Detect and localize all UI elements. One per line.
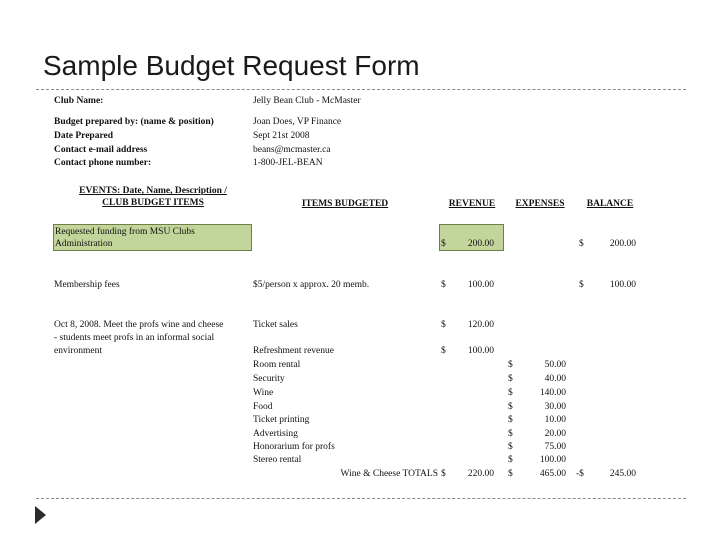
funding-revenue-symbol: $ [441, 239, 446, 249]
event-desc-line2: - students meet profs in an informal social [54, 333, 215, 343]
event-desc-line3: environment [54, 346, 103, 356]
expense-item: Wine [253, 388, 274, 398]
expense-amount: 100.00 [539, 455, 566, 465]
revenue-amount: 120.00 [467, 320, 494, 330]
expense-symbol: $ [508, 415, 513, 425]
triangle-bullet-icon [35, 506, 46, 524]
prepared-by-label: Budget prepared by: (name & position) [54, 117, 214, 127]
date-prepared-label: Date Prepared [54, 131, 114, 141]
expense-item: Room rental [253, 360, 301, 370]
expense-amount: 140.00 [539, 388, 566, 398]
contact-phone-label: Contact phone number: [54, 158, 152, 168]
totals-balance-symbol: -$ [576, 469, 584, 479]
membership-revenue-amount: 100.00 [467, 280, 494, 290]
date-prepared-value: Sept 21st 2008 [253, 131, 310, 141]
totals-label: Wine & Cheese TOTALS [340, 469, 438, 479]
expense-item: Honorarium for profs [253, 442, 335, 452]
membership-desc: Membership fees [54, 280, 120, 290]
expenses-header: EXPENSES [515, 199, 565, 209]
items-budgeted-header: ITEMS BUDGETED [301, 199, 389, 209]
expense-amount: 40.00 [544, 374, 566, 384]
revenue-symbol: $ [441, 320, 446, 330]
revenue-amount: 100.00 [467, 346, 494, 356]
contact-email-value: beans@mcmaster.ca [253, 145, 331, 155]
expense-item: Advertising [253, 429, 298, 439]
expense-symbol: $ [508, 374, 513, 384]
club-name-value: Jelly Bean Club - McMaster [253, 96, 361, 106]
totals-revenue-amount: 220.00 [467, 469, 494, 479]
expense-item: Ticket printing [253, 415, 310, 425]
expense-symbol: $ [508, 388, 513, 398]
funding-balance-symbol: $ [579, 239, 584, 249]
membership-balance-amount: 100.00 [609, 280, 636, 290]
expense-symbol: $ [508, 360, 513, 370]
events-header-line1: EVENTS: Date, Name, Description / [79, 186, 227, 196]
expense-symbol: $ [508, 455, 513, 465]
balance-header: BALANCE [586, 199, 634, 209]
bottom-divider [36, 498, 686, 499]
revenue-item-refreshment: Refreshment revenue [253, 346, 334, 356]
event-desc-line1: Oct 8, 2008. Meet the profs wine and cheese [54, 320, 224, 330]
revenue-symbol: $ [441, 346, 446, 356]
expense-amount: 10.00 [544, 415, 566, 425]
expense-item: Stereo rental [253, 455, 302, 465]
totals-expense-symbol: $ [508, 469, 513, 479]
funding-revenue-amount: 200.00 [467, 239, 494, 249]
contact-phone-value: 1-800-JEL-BEAN [253, 158, 323, 168]
expense-item: Food [253, 402, 273, 412]
club-name-label: Club Name: [54, 96, 104, 106]
totals-revenue-symbol: $ [441, 469, 446, 479]
funding-desc-line1: Requested funding from MSU Clubs [55, 227, 195, 237]
contact-email-label: Contact e-mail address [54, 145, 148, 155]
expense-amount: 75.00 [544, 442, 566, 452]
expense-symbol: $ [508, 402, 513, 412]
membership-revenue-symbol: $ [441, 280, 446, 290]
membership-item: $5/person x approx. 20 memb. [253, 280, 370, 290]
expense-amount: 50.00 [544, 360, 566, 370]
prepared-by-value: Joan Does, VP Finance [253, 117, 342, 127]
events-header-line2: CLUB BUDGET ITEMS [102, 198, 204, 208]
revenue-header: REVENUE [448, 199, 496, 209]
slide-title: Sample Budget Request Form [43, 50, 420, 81]
expense-amount: 20.00 [544, 429, 566, 439]
revenue-item-ticket-sales: Ticket sales [253, 320, 298, 330]
funding-desc-line2: Administration [55, 239, 113, 249]
expense-symbol: $ [508, 442, 513, 452]
expense-amount: 30.00 [544, 402, 566, 412]
totals-balance-amount: 245.00 [609, 469, 636, 479]
funding-balance-amount: 200.00 [609, 239, 636, 249]
expense-symbol: $ [508, 429, 513, 439]
expense-item: Security [253, 374, 285, 384]
membership-balance-symbol: $ [579, 280, 584, 290]
totals-expense-amount: 465.00 [539, 469, 566, 479]
